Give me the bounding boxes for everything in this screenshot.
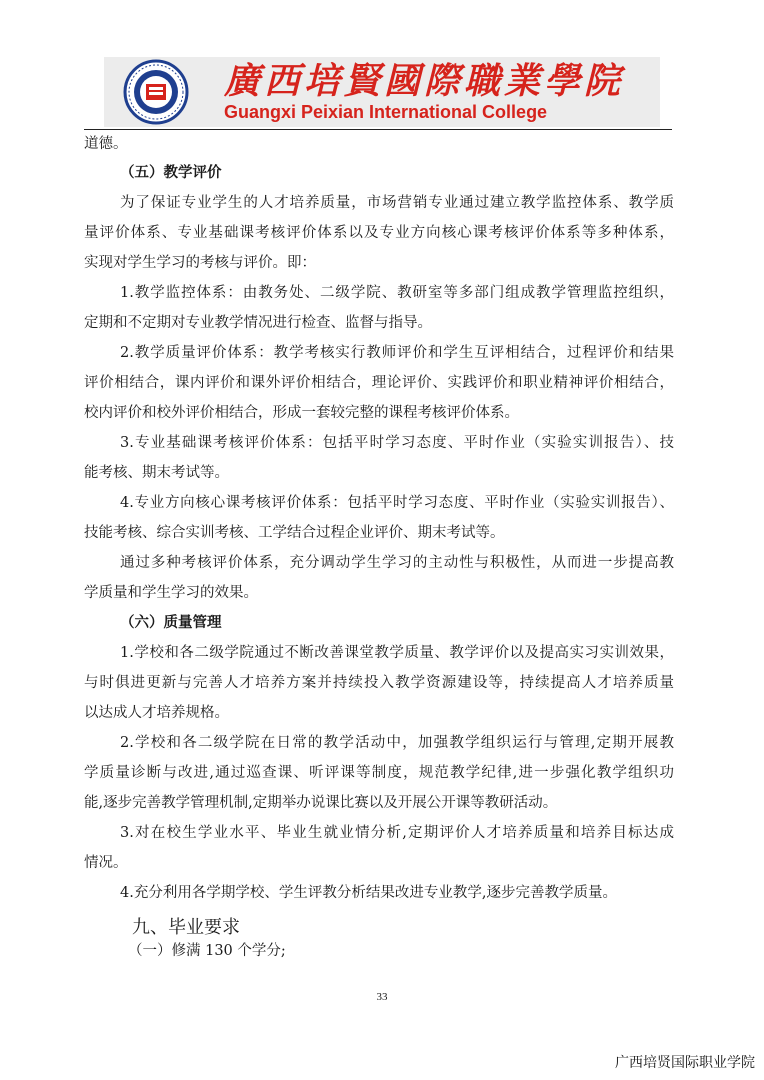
text-line: 定期和不定期对专业教学情况进行检查、监督与指导。 bbox=[84, 315, 432, 331]
chapter-heading: 九、毕业要求 bbox=[132, 917, 240, 938]
text-line: 与时俱进更新与完善人才培养方案并持续投入教学资源建设等，持续提高人才培养质量 bbox=[84, 675, 674, 691]
text-line: 2.学校和各二级学院在日常的教学活动中，加强教学组织运行与管理,定期开展教 bbox=[120, 735, 674, 751]
text-line: 4.充分利用各学期学校、学生评教分析结果改进专业教学,逐步完善教学质量。 bbox=[120, 885, 617, 901]
text-line: 道德。 bbox=[84, 136, 128, 152]
text-line: 3.专业基础课考核评价体系：包括平时学习态度、平时作业（实验实训报告）、技 bbox=[120, 435, 674, 451]
text-line: 3.对在校生学业水平、毕业生就业情分析,定期评价人才培养质量和培养目标达成 bbox=[120, 825, 674, 841]
text-line: 4.专业方向核心课考核评价体系：包括平时学习态度、平时作业（实验实训报告）、 bbox=[120, 495, 674, 511]
text-line: 能,逐步完善教学管理机制,定期举办说课比赛以及开展公开课等教研活动。 bbox=[84, 795, 558, 811]
watermark-text: 广西培贤国际职业学院 bbox=[615, 1055, 755, 1071]
text-line: 技能考核、综合实训考核、工学结合过程企业评价、期末考试等。 bbox=[84, 525, 505, 541]
text-line: 1.教学监控体系：由教务处、二级学院、教研室等多部门组成教学管理监控组织， bbox=[120, 285, 674, 301]
college-banner bbox=[104, 57, 660, 127]
text-line: 校内评价和校外评价相结合，形成一套较完整的课程考核评价体系。 bbox=[84, 405, 519, 421]
section-heading: （五）教学评价 bbox=[120, 165, 222, 181]
college-seal-logo bbox=[108, 59, 204, 125]
college-name-cn: 廣西培賢國際職業學院 bbox=[224, 60, 625, 102]
text-line: （一）修满 130 个学分; bbox=[128, 943, 286, 959]
text-line: 1.学校和各二级学院通过不断改善课堂教学质量、教学评价以及提高实习实训效果， bbox=[120, 645, 674, 661]
text-line: 评价相结合，课内评价和课外评价相结合，理论评价、实践评价和职业精神评价相结合， bbox=[84, 375, 674, 391]
header-divider bbox=[84, 129, 672, 130]
text-line: 以达成人才培养规格。 bbox=[84, 705, 229, 721]
text-line: 学质量和学生学习的效果。 bbox=[84, 585, 258, 601]
college-name-en: Guangxi Peixian International College bbox=[224, 102, 548, 122]
text-line: 量评价体系、专业基础课考核评价体系以及专业方向核心课考核评价体系等多种体系， bbox=[84, 225, 674, 241]
text-line: 为了保证专业学生的人才培养质量，市场营销专业通过建立教学监控体系、教学质 bbox=[120, 195, 674, 211]
text-line: 情况。 bbox=[84, 855, 128, 871]
text-line: 学质量诊断与改进,通过巡查课、听评课等制度，规范教学纪律,进一步强化教学组织功 bbox=[84, 765, 674, 781]
text-line: 能考核、期末考试等。 bbox=[84, 465, 229, 481]
text-line: 通过多种考核评价体系，充分调动学生学习的主动性与积极性，从而进一步提高教 bbox=[120, 555, 674, 571]
section-heading: （六）质量管理 bbox=[120, 615, 222, 631]
text-line: 实现对学生学习的考核与评价。即： bbox=[84, 255, 316, 271]
text-line: 2.教学质量评价体系：教学考核实行教师评价和学生互评相结合，过程评价和结果 bbox=[120, 345, 674, 361]
page-number: 33 bbox=[376, 991, 388, 1003]
